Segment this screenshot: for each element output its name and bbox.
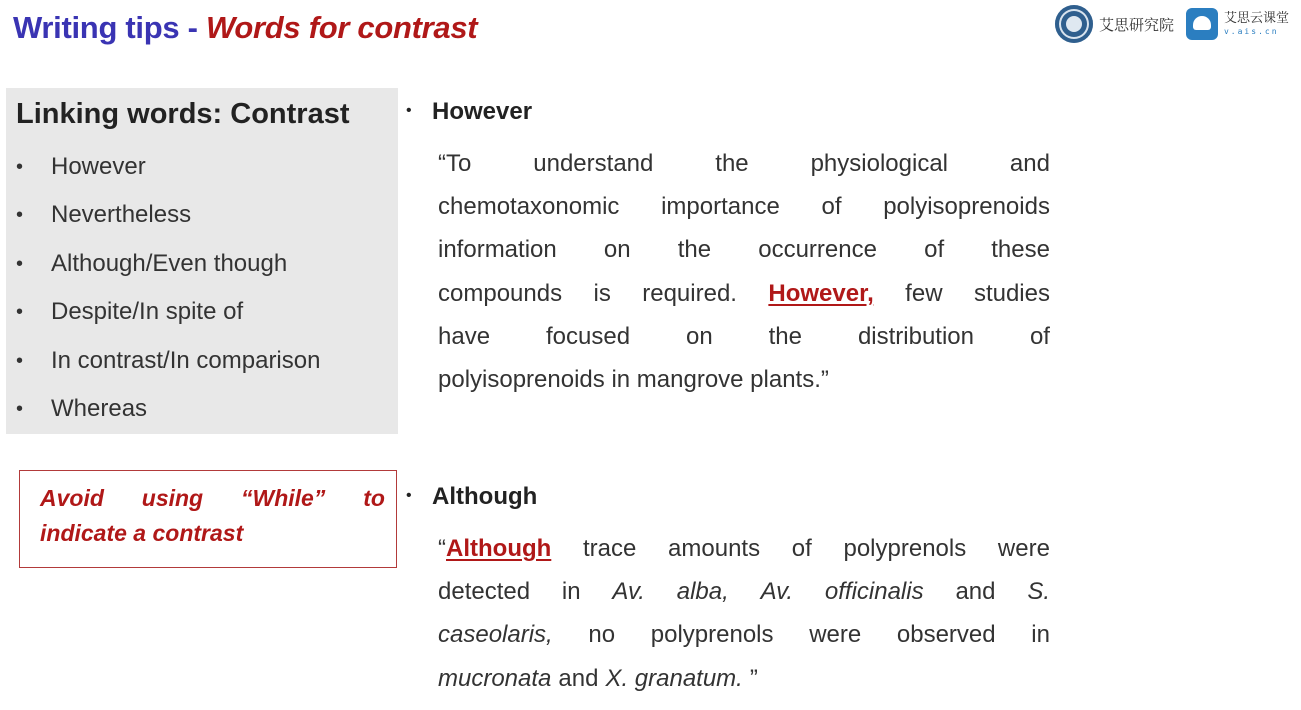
quote-line: “To understand the physiological and — [438, 150, 1050, 177]
title-part2: Words for contrast — [206, 10, 478, 45]
avoid-word: using — [141, 485, 204, 511]
quote-line: information on the occurrence of these — [438, 236, 1050, 264]
slide-title — [13, 10, 477, 46]
classroom-logo-icon — [1186, 8, 1218, 40]
quote-line: have focused on the distribution of — [438, 322, 1050, 350]
classroom-logo-url: v.ais.cn — [1223, 27, 1279, 36]
logos — [1055, 5, 1289, 43]
avoid-note-line2: indicate a contrast — [40, 520, 244, 546]
linking-words-list — [16, 151, 320, 441]
bullet-icon: • — [406, 102, 412, 119]
quote-line: compounds is required. However, few studies — [438, 277, 1050, 320]
list-item: • Despite/In spite of — [16, 296, 320, 344]
linking-words-heading: Linking words: Contrast — [16, 98, 350, 130]
avoid-while-note — [19, 470, 397, 568]
avoid-word: “While” — [241, 485, 326, 511]
quote-line: chemotaxonomic importance of polyisoprenoids — [438, 193, 1050, 221]
example-quote-although — [438, 532, 1050, 705]
list-item: • In contrast/In comparison — [16, 345, 320, 393]
quote-line: mucronata and X. granatum. ” — [438, 664, 758, 692]
title-part1: Writing tips — [13, 10, 180, 45]
list-item: • However — [16, 151, 320, 199]
example-heading-label: However — [432, 98, 533, 125]
avoid-word: Avoid — [40, 485, 104, 511]
classroom-logo-text: 艾思云课堂 — [1223, 11, 1289, 26]
institute-logo-text: 艾思研究院 — [1098, 15, 1174, 34]
example-heading-although — [406, 483, 538, 511]
highlight-although: Although — [446, 535, 552, 562]
example-heading-label: Although — [432, 483, 538, 510]
quote-line: detected in Av. alba, Av. officinalis and S. — [438, 578, 1050, 606]
quote-line: polyisoprenoids in mangrove plants.” — [438, 365, 829, 393]
quote-line: caseolaris, no polyprenols were observed in — [438, 621, 1050, 649]
avoid-note-line1 — [40, 485, 385, 512]
list-item: • Whereas — [16, 393, 320, 441]
highlight-however: However, — [768, 279, 874, 307]
avoid-word: to — [363, 485, 385, 511]
example-heading-however — [406, 98, 533, 126]
linking-words-box — [6, 88, 398, 434]
institute-logo-icon — [1055, 5, 1093, 43]
title-separator: - — [187, 10, 198, 45]
quote-line: “Although trace amounts of polyprenols were — [438, 535, 1050, 562]
example-quote-however — [438, 147, 1050, 406]
list-item: • Although/Even though — [16, 248, 320, 296]
list-item: • Nevertheless — [16, 199, 320, 247]
bullet-icon: • — [406, 487, 412, 504]
